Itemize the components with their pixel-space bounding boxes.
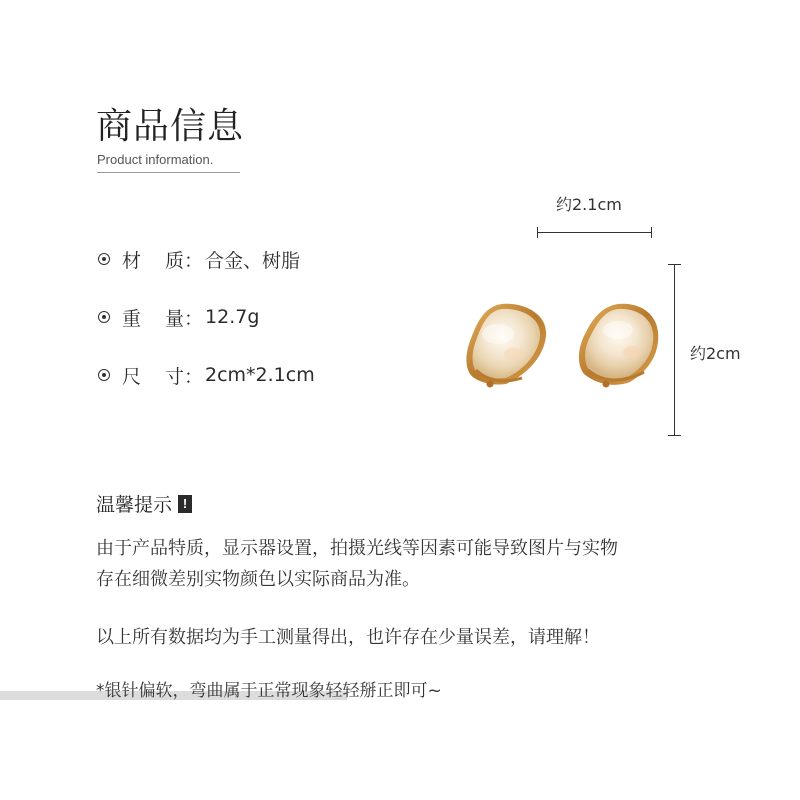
- spec-separator: ：: [184, 249, 204, 272]
- earring-right-image: [574, 300, 664, 392]
- bullet-icon: [98, 311, 110, 323]
- width-dimension-label: 约2.1cm: [556, 195, 622, 214]
- spec-separator: ：: [184, 365, 204, 388]
- spec-value: 合金、树脂: [205, 249, 301, 272]
- width-dimension-cap-left: [537, 227, 538, 238]
- spec-row-weight: [98, 305, 259, 329]
- spec-value: 2cm*2.1cm: [205, 364, 315, 386]
- exclamation-icon: !: [178, 495, 192, 513]
- notice-text-line: 由于产品特质，显示器设置，拍摄光线等因素可能导致图片与实物: [96, 538, 618, 559]
- notice-title: 温馨提示 !: [96, 490, 192, 517]
- spec-value: 12.7g: [205, 306, 260, 328]
- footnote: [96, 676, 442, 701]
- spec-separator: ：: [184, 307, 204, 330]
- height-dimension-label: 约2cm: [690, 344, 741, 363]
- page-subtitle: Product information.: [97, 152, 214, 167]
- subtitle-underline: [97, 172, 240, 173]
- height-dimension-line: [674, 264, 675, 436]
- spec-label: 重 量: [122, 307, 184, 330]
- spec-label: 尺 寸: [122, 365, 184, 388]
- bullet-icon: [98, 369, 110, 381]
- width-dimension-cap-right: [651, 227, 652, 238]
- width-dimension-line: [537, 232, 652, 233]
- earring-left-image: [462, 300, 552, 392]
- notice-text-line: 以上所有数据均为手工测量得出，也许存在少量误差，请理解！: [96, 627, 600, 648]
- spec-row-size: [98, 363, 315, 387]
- spec-row-material: [98, 247, 300, 271]
- height-dimension-cap-top: [668, 264, 681, 265]
- height-dimension-cap-bottom: [668, 435, 681, 436]
- notice-text-line: 存在细微差别实物颜色以实际商品为准。: [96, 569, 420, 590]
- spec-label: 材 质: [122, 249, 184, 272]
- bullet-icon: [98, 253, 110, 265]
- page-title: 商品信息: [96, 106, 245, 147]
- footnote-text: *银针偏软，弯曲属于正常现象轻轻掰正即可~: [96, 681, 442, 701]
